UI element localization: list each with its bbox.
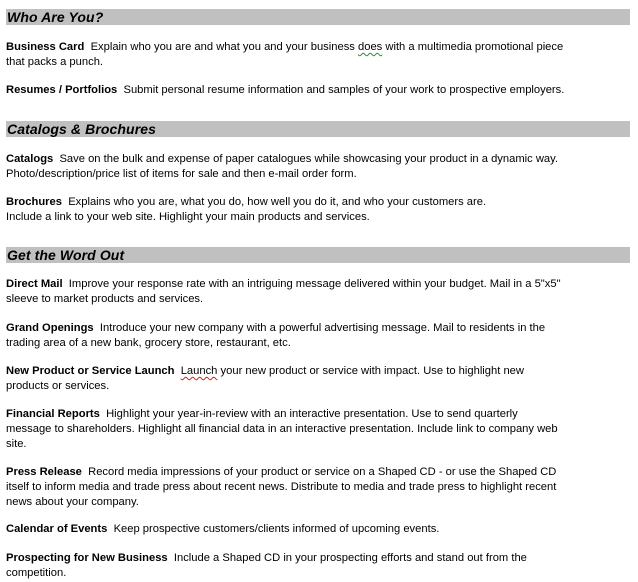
entry-brochures: Brochures Explains who you are, what you do, how well you do it, and who your customers are. Include a link to your web site. Highlight your main products and services. (6, 196, 487, 223)
entry-term: Resumes / Portfolios (6, 84, 118, 96)
entry-resumes-portfolios: Resumes / Portfolios Submit personal resume information and samples of your work to prospective employers. (6, 84, 565, 96)
section-header-who-are-you (6, 9, 630, 25)
entry-term: Catalogs (6, 153, 54, 165)
section-header-catalogs-brochures (6, 121, 630, 137)
entry-prospecting: Prospecting for New Business Include a Shaped CD in your prospecting efforts and stand out from the competition. (6, 552, 527, 579)
entry-term: Business Card (6, 41, 85, 53)
entry-term: Grand Openings (6, 322, 94, 334)
entry-term: New Product or Service Launch (6, 365, 175, 377)
entry-term: Brochures (6, 196, 62, 208)
entry-term: Prospecting for New Business (6, 552, 168, 564)
entry-term: Direct Mail (6, 278, 63, 290)
entry-direct-mail: Direct Mail Improve your response rate with an intriguing message delivered within your budget. Mail in a 5"x5" sleeve to market products and services. (6, 278, 561, 305)
section-heading: Catalogs & Brochures (7, 121, 157, 137)
entry-business-card: Business Card Explain who you are and what you and your business does with a multimedia promotional piece that packs a punch. (6, 41, 564, 68)
entry-catalogs: Catalogs Save on the bulk and expense of paper catalogues while showcasing your product in a dynamic way. Photo/description/price list of items for sale and then e-mail order form. (6, 153, 559, 180)
entry-term: Calendar of Events (6, 523, 108, 535)
section-heading: Who Are You? (7, 9, 104, 25)
entry-press-release: Press Release Record media impressions of your product or service on a Shaped CD - or use the Shaped CD itself to inform media and trade press about recent news. Distribute to media and trade press to highlight recent news about your company. (6, 466, 557, 508)
entry-calendar-of-events: Calendar of Events Keep prospective customers/clients informed of upcoming events. (6, 523, 440, 535)
entry-term: Press Release (6, 466, 82, 478)
section-header-get-the-word-out (6, 247, 630, 263)
entry-term: Financial Reports (6, 408, 100, 420)
entry-grand-openings: Grand Openings Introduce your new company with a powerful advertising message. Mail to residents in the trading area of a new bank, grocery store, restaurant, etc. (6, 322, 546, 349)
entry-new-product-launch: New Product or Service Launch Launch your new product or service with impact. Use to highlight new products or services. (6, 365, 524, 392)
section-heading: Get the Word Out (7, 247, 125, 263)
entry-financial-reports: Financial Reports Highlight your year-in-review with an interactive presentation. Use to send quarterly message to shareholders. Highlight all financial data in an interactive presentation. Include link to company web site. (6, 408, 558, 450)
